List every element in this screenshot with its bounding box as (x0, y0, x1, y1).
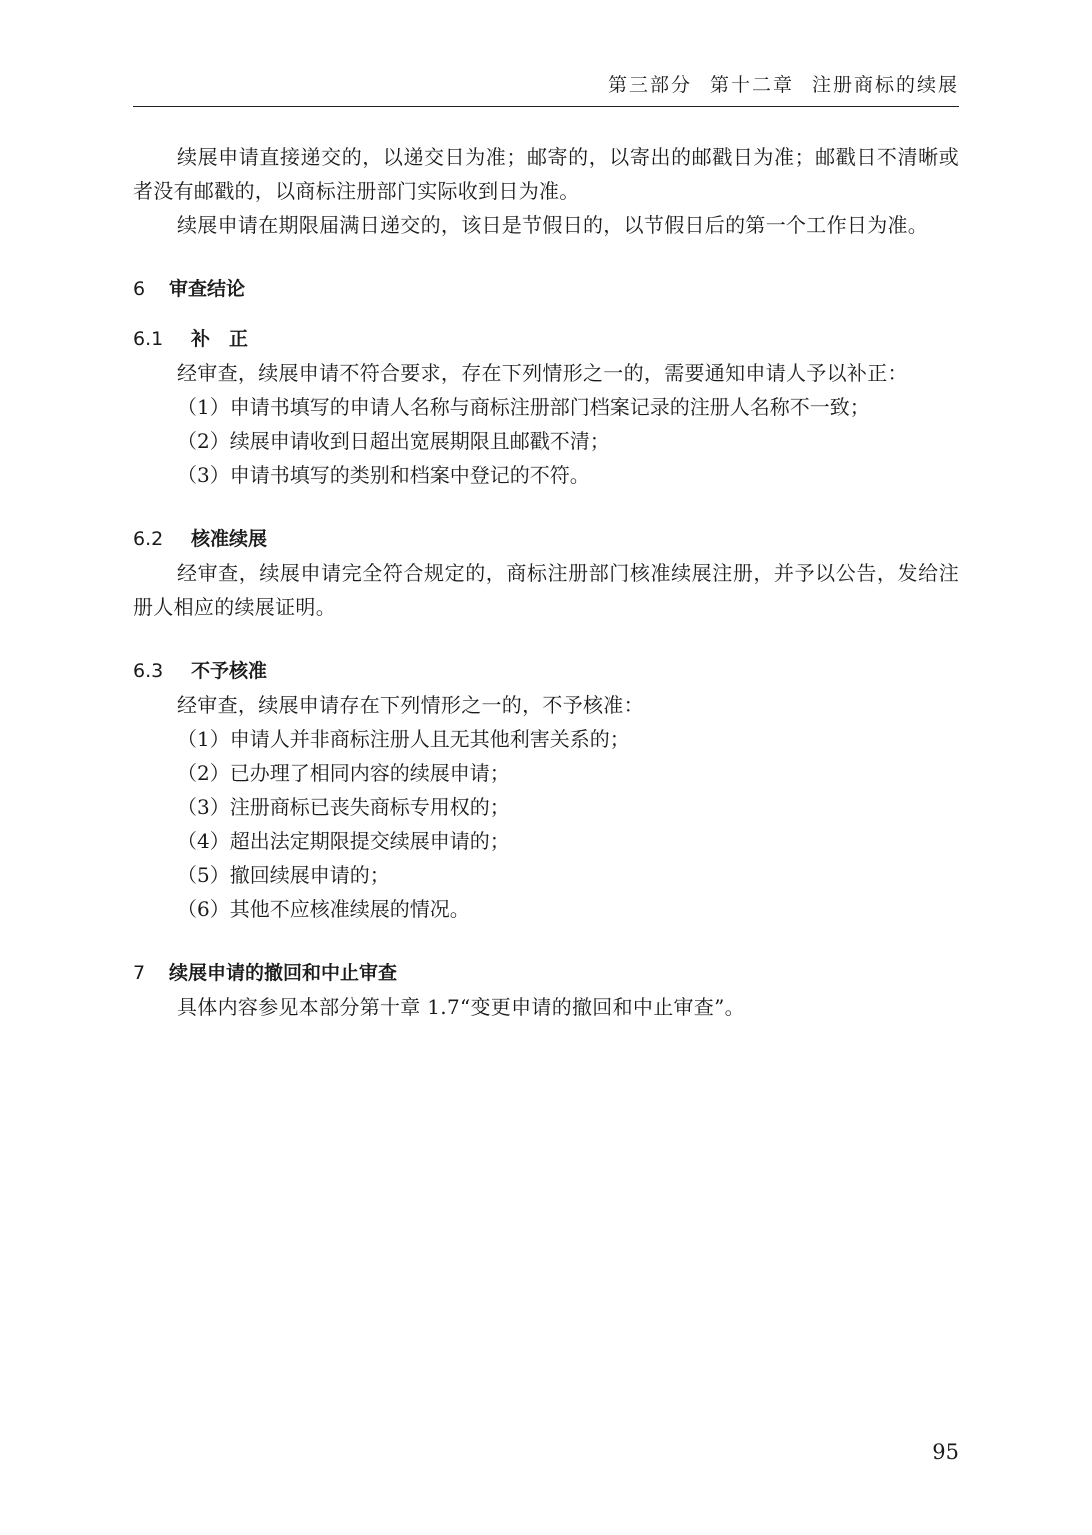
page-number: 95 (932, 1440, 959, 1464)
subsection-title: 不予核准 (191, 660, 268, 682)
list-item: （1）申请书填写的申请人名称与商标注册部门档案记录的注册人名称不一致； (177, 395, 870, 419)
paragraph: 经审查，续展申请不符合要求，存在下列情形之一的，需要通知申请人予以补正： (177, 361, 908, 385)
subsection-number: 6.3 (133, 660, 164, 682)
list-item: （5）撤回续展申请的； (177, 863, 390, 887)
list-item: （4）超出法定期限提交续展申请的； (177, 829, 510, 853)
list-item: （3）申请书填写的类别和档案中登记的不符。 (177, 463, 590, 487)
list-item: （1）申请人并非商标注册人且无其他利害关系的； (177, 727, 630, 751)
subsection-title: 核准续展 (191, 528, 268, 550)
paragraph: 具体内容参见本部分第十章 1.7“变更申请的撤回和中止审查”。 (177, 995, 745, 1019)
subsection-number: 6.1 (133, 328, 164, 350)
paragraph: 续展申请在期限届满日递交的，该日是节假日的，以节假日后的第一个工作日为准。 (177, 213, 929, 237)
paragraph: 经审查，续展申请存在下列情形之一的，不予核准： (177, 693, 644, 717)
section-number: 6 (133, 278, 146, 300)
subsection-heading-6-3 (133, 654, 959, 688)
list-item: （3）注册商标已丧失商标专用权的； (177, 795, 510, 819)
subsection-heading-6-2 (133, 522, 959, 556)
section-heading-7 (133, 956, 959, 990)
header-part: 第三部分 (607, 74, 692, 96)
section-number: 7 (133, 962, 146, 984)
section-title: 续展申请的撤回和中止审查 (169, 962, 398, 984)
paragraph: 经审查，续展申请完全符合规定的，商标注册部门核准续展注册，并予以公告，发给注册人相应的续展证明。 (133, 561, 959, 619)
subsection-heading-6-1 (133, 322, 959, 356)
subsection-title: 补 正 (191, 328, 249, 350)
header-chapter: 第十二章 (709, 74, 794, 96)
page-body (133, 140, 959, 1024)
paragraph: 续展申请直接递交的，以递交日为准；邮寄的，以寄出的邮戳日为准；邮戳日不清晰或者没有邮戳的，以商标注册部门实际收到日为准。 (133, 145, 959, 203)
running-header (133, 70, 959, 107)
section-title: 审查结论 (169, 278, 246, 300)
header-title: 注册商标的续展 (811, 74, 959, 96)
list-item: （2）续展申请收到日超出宽展期限且邮戳不清； (177, 429, 610, 453)
list-item: （2）已办理了相同内容的续展申请； (177, 761, 510, 785)
list-item: （6）其他不应核准续展的情况。 (177, 897, 470, 921)
section-heading-6 (133, 272, 959, 306)
subsection-number: 6.2 (133, 528, 164, 550)
